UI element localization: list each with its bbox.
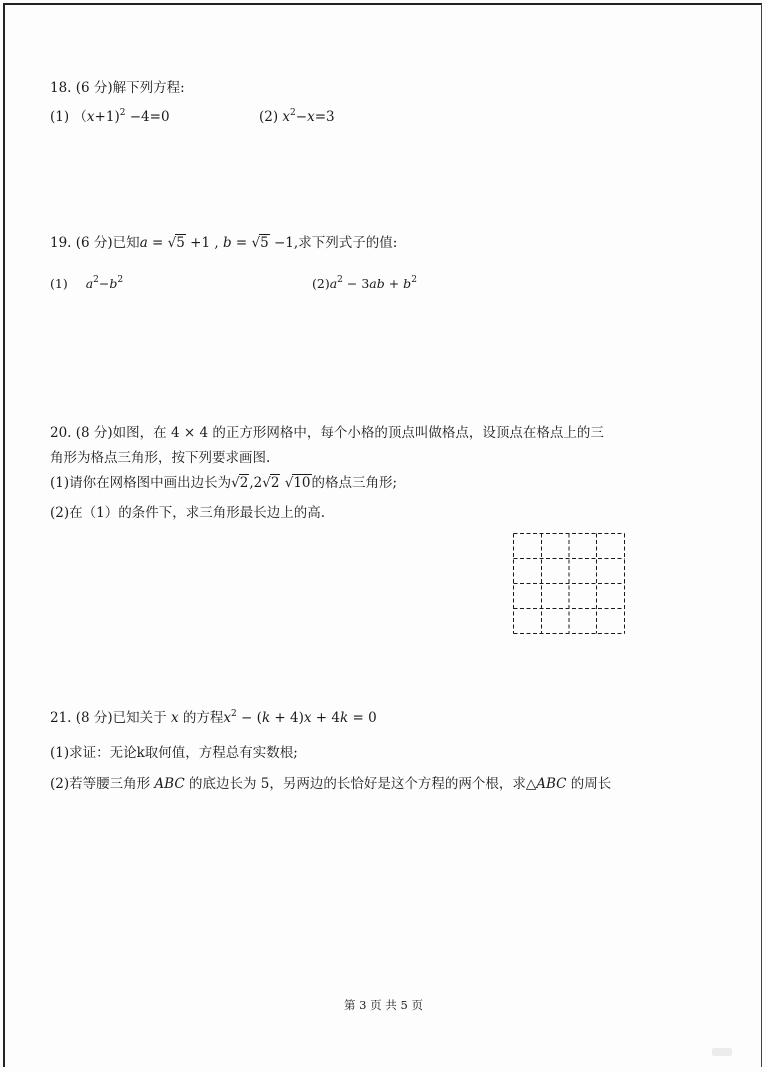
q21-part2-text-a: (2)若等腰三角形: [50, 776, 151, 792]
q21-part2: (2)若等腰三角形 ABC 的底边长为 5，另两边的长恰好是这个方程的两个根，求△ABC 的周长: [50, 776, 612, 792]
q21-header: 21. (8 分)已知关于 x 的方程$x^2 - (k + 4)x + 4k = 0$: [50, 708, 377, 726]
q21-part2-text-c: 的周长: [570, 776, 612, 792]
q20-part2: (2)在（1）的条件下，求三角形最长边上的高.: [50, 505, 326, 521]
q18-part1-label: (1): [50, 109, 70, 125]
q18-part1: [50, 108, 170, 126]
q18-header: 18. (6 分)解下列方程:: [50, 80, 185, 96]
q18-part2: [259, 108, 335, 126]
q19-given: a = √5 +1 , b = √5 −1: [139, 235, 294, 251]
q19-part1-label: (1): [50, 276, 68, 291]
q19-part1-expr: $a^2-b^2$: [85, 274, 124, 291]
q18-part2-equation: $x^2-x=3$: [282, 107, 335, 125]
q19-part1: [50, 275, 123, 293]
q19-header-text: 19. (6 分)已知: [50, 235, 140, 251]
q21-part1: (1)求证：无论k取何值，方程总有实数根;: [50, 745, 298, 761]
q20-side-lengths: √2,2√2 √10: [231, 475, 311, 491]
q18-part2-label: (2): [259, 109, 279, 125]
scan-artifact: [712, 1048, 732, 1056]
q21-header-text: 21. (8 分)已知关于: [50, 710, 167, 726]
lattice-grid-svg: [513, 533, 625, 634]
q19-header: [50, 234, 397, 252]
q20-line2: 角形为格点三角形，按下列要求画图.: [50, 450, 271, 466]
q19-part2-label: (2): [312, 276, 330, 291]
q20-part1-tail: 的格点三角形;: [311, 475, 398, 491]
q19-part2-expr: $a^2 - 3ab + b^2$: [329, 274, 417, 291]
q18-part1-equation: （x+1)$^2$ −4=0: [73, 107, 170, 125]
q20-line1: 20. (8 分)如图，在 4 × 4 的正方形网格中，每个小格的顶点叫做格点，设顶点在格点上的三: [50, 425, 604, 441]
q19-part2: [312, 275, 417, 293]
page-footer: 第 3 页 共 5 页: [344, 998, 423, 1012]
q20-part1: [50, 474, 397, 492]
page-border: [3, 3, 762, 1067]
q21-part2-text-b: 的底边长为 5，另两边的长恰好是这个方程的两个根，求△: [188, 776, 537, 792]
q21-equation: $x^2 - (k + 4)x + 4k = 0$: [223, 708, 377, 726]
q19-header-tail: ,求下列式子的值:: [293, 235, 398, 251]
q21-header-mid: 的方程: [182, 710, 224, 726]
q20-part1-text: (1)请你在网格图中画出边长为: [50, 475, 232, 491]
lattice-grid-4x4: [513, 533, 625, 634]
